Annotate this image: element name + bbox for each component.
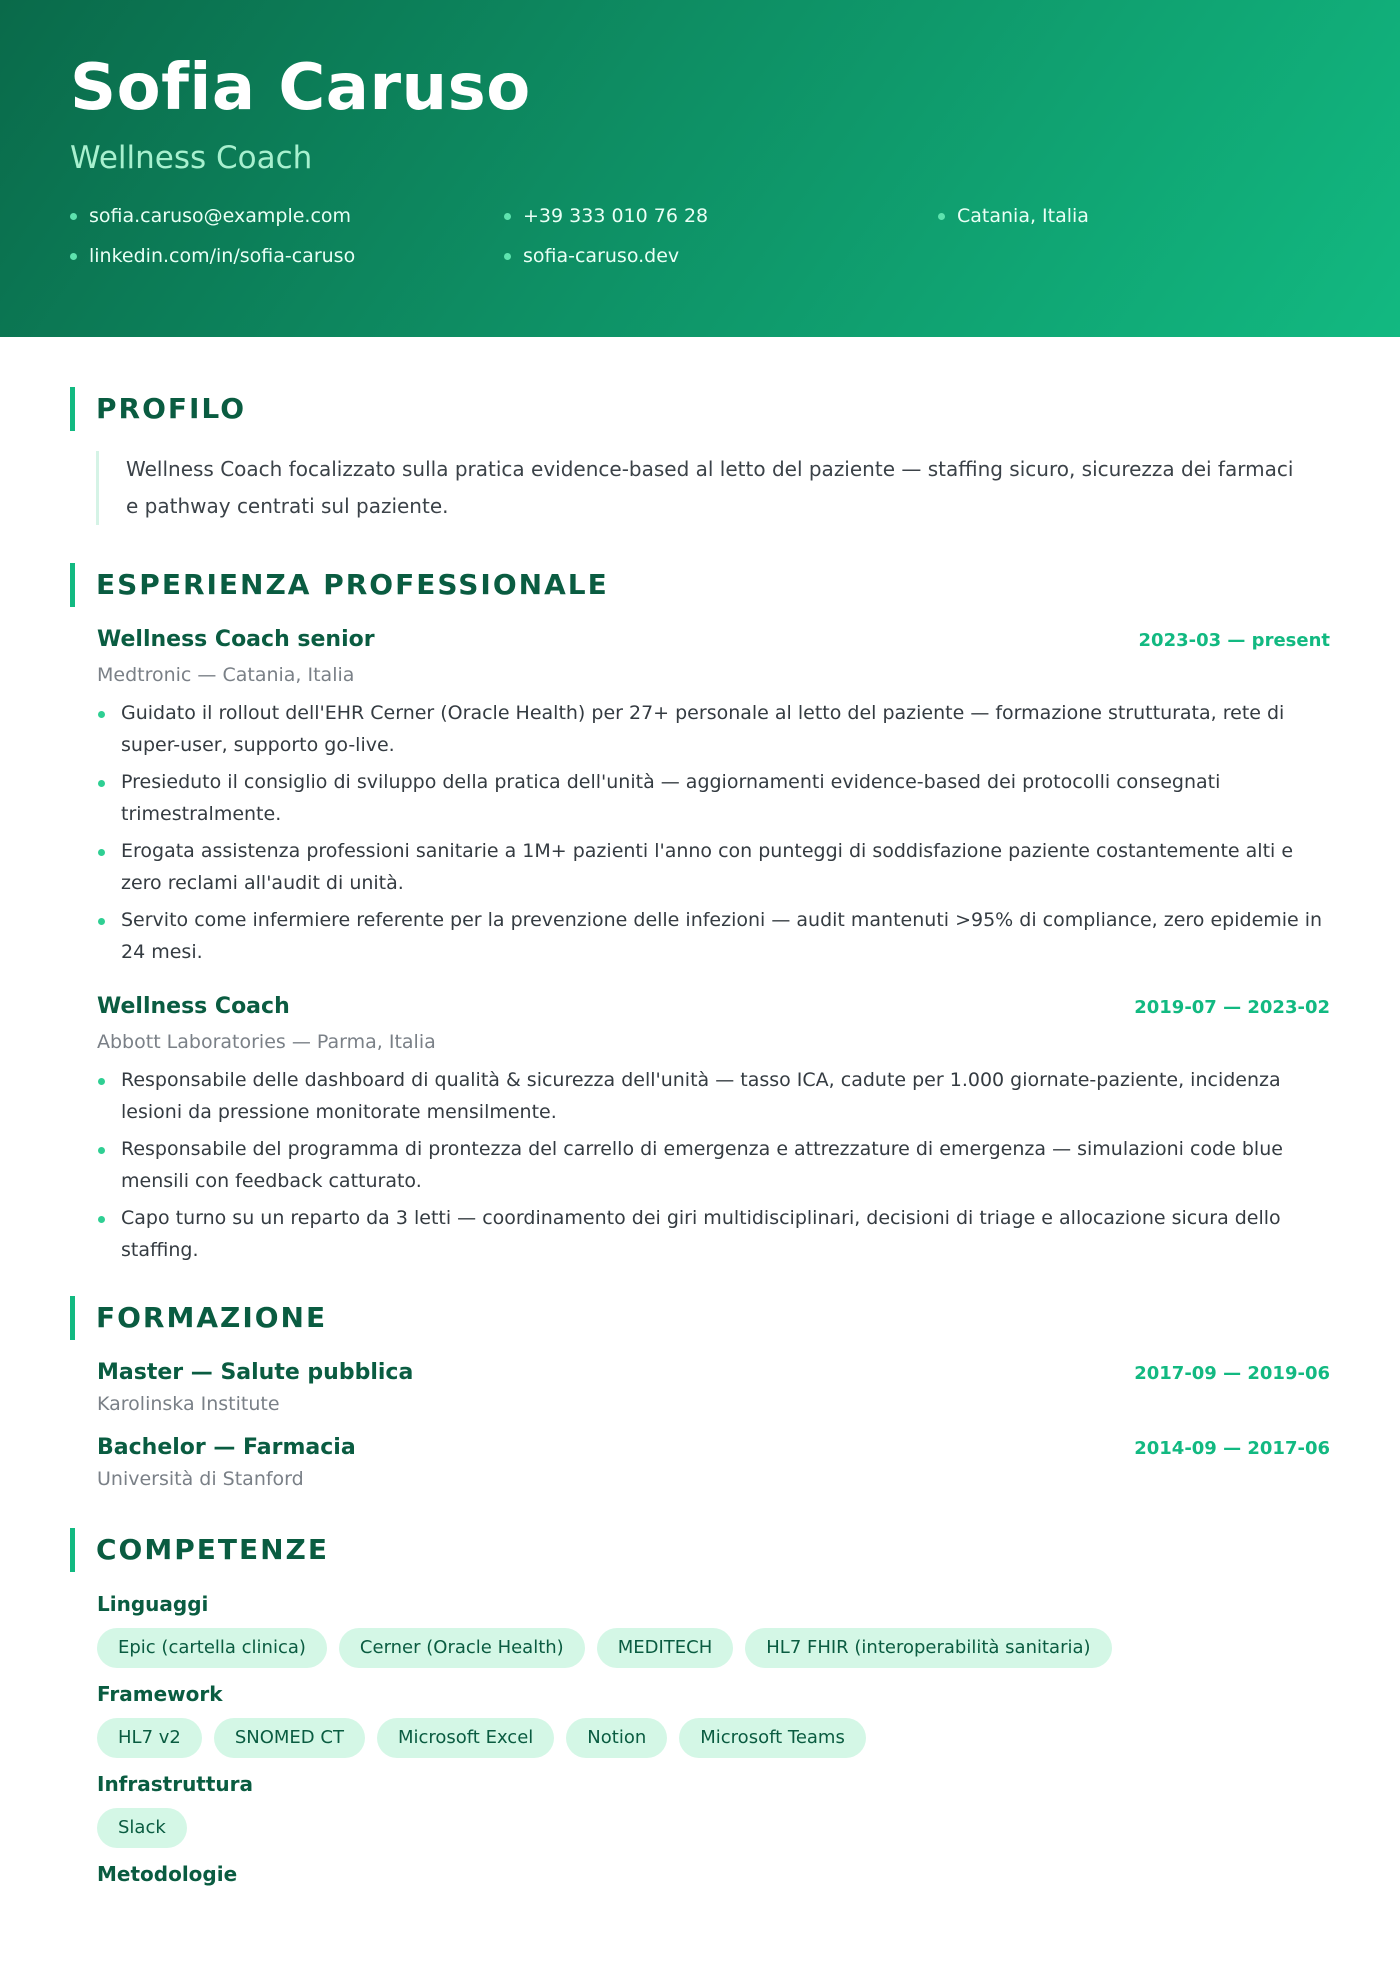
experience-section bbox=[70, 563, 1330, 1266]
job-entry bbox=[97, 994, 1330, 1266]
section-title-profile: PROFILO bbox=[70, 387, 1330, 431]
skill-chips bbox=[97, 1628, 1330, 1668]
contact-website-text: sofia-caruso.dev bbox=[523, 245, 680, 267]
skill-chip: Cerner (Oracle Health) bbox=[339, 1628, 585, 1668]
contact-linkedin[interactable] bbox=[70, 244, 504, 268]
contact-email-text: sofia.caruso@example.com bbox=[89, 205, 352, 227]
degree-title: Bachelor — Farmacia bbox=[97, 1435, 356, 1460]
skill-group bbox=[97, 1862, 1330, 1886]
skill-chips bbox=[97, 1808, 1330, 1848]
education-entry bbox=[97, 1360, 1330, 1415]
skill-group-label: Infrastruttura bbox=[97, 1772, 254, 1796]
skill-group bbox=[97, 1682, 1330, 1758]
job-bullet: Erogata assistenza professioni sanitarie a 1M+ pazienti l'anno con punteggi di soddisfazione paziente costantemente alti e zero reclami all'audit di unità. bbox=[97, 836, 1330, 899]
resume-body bbox=[0, 337, 1400, 1886]
education-entry bbox=[97, 1435, 1330, 1490]
job-bullet: Responsabile del programma di prontezza del carrello di emergenza e attrezzature di emergenza — simulazioni code blue mensili con feedback catturato. bbox=[97, 1134, 1330, 1197]
job-bullet: Servito come infermiere referente per la prevenzione delle infezioni — audit mantenuti >95% di compliance, zero epidemie in 24 mesi. bbox=[97, 905, 1330, 968]
bullet-dot-icon bbox=[70, 213, 77, 220]
skill-chip: HL7 v2 bbox=[97, 1718, 202, 1758]
skills-section bbox=[70, 1528, 1330, 1886]
institution-name: Università di Stanford bbox=[97, 1468, 304, 1490]
education-dates: 2017-09 — 2019-06 bbox=[1134, 1363, 1330, 1384]
contact-list bbox=[70, 204, 1330, 268]
job-bullets bbox=[97, 698, 1330, 968]
skill-chip: Slack bbox=[97, 1808, 187, 1848]
contact-location-text: Catania, Italia bbox=[957, 205, 1089, 227]
section-title-education: FORMAZIONE bbox=[70, 1296, 1330, 1340]
skill-chip: SNOMED CT bbox=[214, 1718, 365, 1758]
section-title-skills: COMPETENZE bbox=[70, 1528, 1330, 1572]
job-bullet: Capo turno su un reparto da 3 letti — coordinamento dei giri multidisciplinari, decisioni di triage e allocazione sicura dello staffing. bbox=[97, 1203, 1330, 1266]
education-dates: 2014-09 — 2017-06 bbox=[1134, 1438, 1330, 1459]
skill-chip: Microsoft Teams bbox=[679, 1718, 866, 1758]
skill-chips bbox=[97, 1718, 1330, 1758]
skill-chip: Notion bbox=[566, 1718, 667, 1758]
skill-group-label: Framework bbox=[97, 1682, 223, 1706]
contact-website[interactable] bbox=[504, 244, 938, 268]
job-bullet: Responsabile delle dashboard di qualità & sicurezza dell'unità — tasso ICA, cadute per 1.000 giornate-paziente, incidenza lesioni da pressione monitorate mensilmente. bbox=[97, 1065, 1330, 1128]
person-role: Wellness Coach bbox=[70, 140, 313, 176]
section-title-experience: ESPERIENZA PROFESSIONALE bbox=[70, 563, 1330, 607]
skill-chip: Epic (cartella clinica) bbox=[97, 1628, 327, 1668]
job-title: Wellness Coach senior bbox=[97, 627, 375, 652]
job-bullet: Guidato il rollout dell'EHR Cerner (Oracle Health) per 27+ personale al letto del paziente — formazione strutturata, rete di super-user, supporto go-live. bbox=[97, 698, 1330, 761]
contact-email[interactable] bbox=[70, 204, 504, 228]
skill-group-label: Linguaggi bbox=[97, 1592, 209, 1616]
job-title: Wellness Coach bbox=[97, 994, 290, 1019]
skill-group bbox=[97, 1772, 1330, 1848]
contact-location bbox=[938, 204, 1238, 228]
job-bullet: Presieduto il consiglio di sviluppo della pratica dell'unità — aggiornamenti evidence-based dei protocolli consegnati trimestralmente. bbox=[97, 767, 1330, 830]
skill-group bbox=[97, 1592, 1330, 1668]
skill-chip: MEDITECH bbox=[597, 1628, 734, 1668]
job-company: Abbott Laboratories — Parma, Italia bbox=[97, 1031, 436, 1053]
job-dates: 2019-07 — 2023-02 bbox=[1134, 997, 1330, 1018]
profile-section bbox=[70, 387, 1330, 525]
resume-header bbox=[0, 0, 1400, 337]
person-name: Sofia Caruso bbox=[70, 51, 531, 125]
job-dates: 2023-03 — present bbox=[1138, 630, 1330, 651]
skill-chip: Microsoft Excel bbox=[377, 1718, 554, 1758]
job-company: Medtronic — Catania, Italia bbox=[97, 664, 355, 686]
education-section bbox=[70, 1296, 1330, 1490]
degree-title: Master — Salute pubblica bbox=[97, 1360, 414, 1385]
job-entry bbox=[97, 627, 1330, 968]
bullet-dot-icon bbox=[504, 213, 511, 220]
profile-summary: Wellness Coach focalizzato sulla pratica evidence-based al letto del paziente — staffing sicuro, sicurezza dei farmaci e pathway centrati sul paziente. bbox=[96, 451, 1330, 525]
contact-phone-text: +39 333 010 76 28 bbox=[523, 205, 709, 227]
bullet-dot-icon bbox=[504, 253, 511, 260]
contact-linkedin-text: linkedin.com/in/sofia-caruso bbox=[89, 245, 356, 267]
contact-phone[interactable] bbox=[504, 204, 938, 228]
skill-group-label: Metodologie bbox=[97, 1862, 238, 1886]
bullet-dot-icon bbox=[938, 213, 945, 220]
skill-chip: HL7 FHIR (interoperabilità sanitaria) bbox=[745, 1628, 1111, 1668]
institution-name: Karolinska Institute bbox=[97, 1393, 280, 1415]
job-bullets bbox=[97, 1065, 1330, 1266]
bullet-dot-icon bbox=[70, 253, 77, 260]
